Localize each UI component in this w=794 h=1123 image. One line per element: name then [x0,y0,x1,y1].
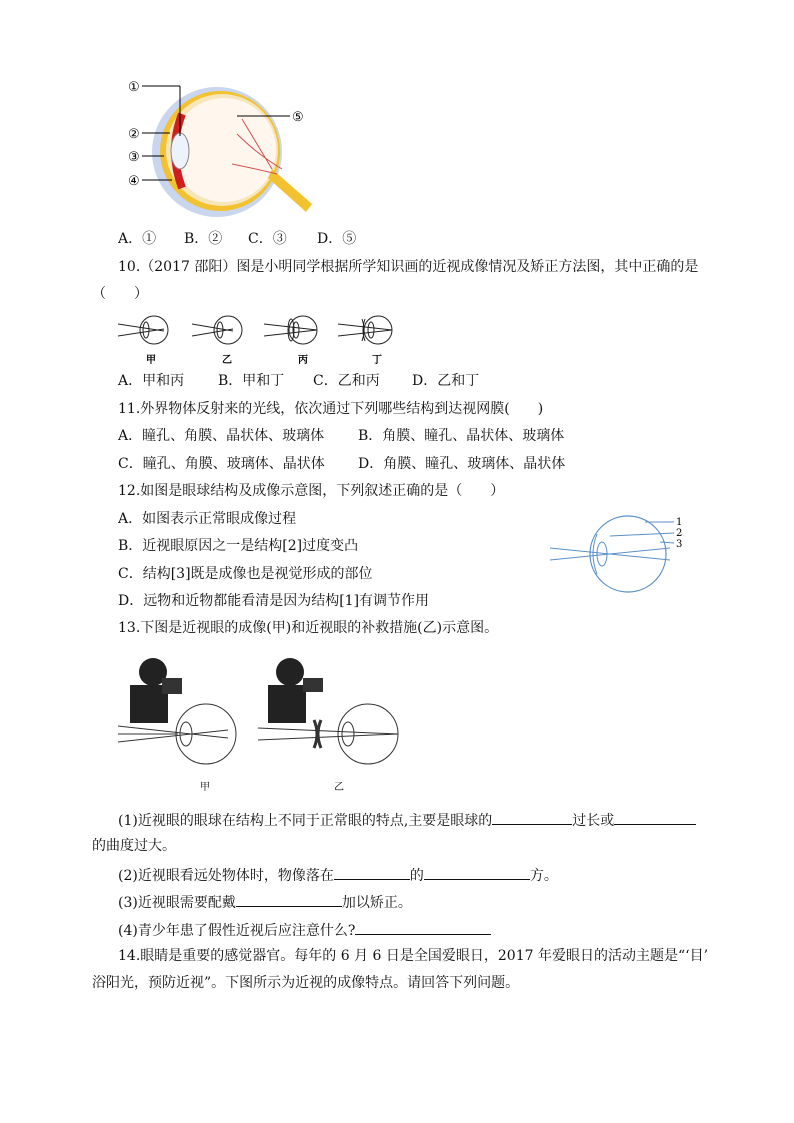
q13-sub2 [118,865,558,885]
q13-sub1-line2: 的曲度过大。 [92,838,176,854]
q9-option-c: C．③ [248,231,287,247]
q13-sub3 [118,892,412,912]
q13-sub4 [118,920,491,940]
q10-fig-label-jia: 甲 [146,355,156,366]
q12-option-d: D．远物和近物都能看清是因为结构[1]有调节作用 [118,593,430,609]
q10-option-a: A．甲和丙 [118,373,185,389]
q10-option-d: D．乙和丁 [412,373,480,389]
q9-option-d: D．⑤ [317,231,357,247]
q12-fig-label-3: 3 [676,539,683,550]
q11-option-d: D．角膜、瞳孔、玻璃体、晶状体 [358,456,566,472]
q12-option-b: B．近视眼原因之一是结构[2]过度变凸 [118,538,359,554]
q12-option-a: A．如图表示正常眼成像过程 [118,511,297,527]
q13-sub1-text-a: (1)近视眼的眼球在结构上不同于正常眼的特点,主要是眼球的 [118,813,493,829]
eye-label-2: ② [128,127,140,142]
q11-option-b: B．角膜、瞳孔、晶状体、玻璃体 [358,428,565,444]
q13-sub3-text-b: 加以矫正。 [341,895,412,911]
q13-myopia-figures [118,650,418,798]
q10-option-b: B．甲和丁 [218,373,285,389]
q13-sub2-blank-1[interactable] [334,865,410,880]
q13-fig-label-yi: 乙 [334,782,344,793]
q11-option-a: A．瞳孔、角膜、晶状体、玻璃体 [118,428,325,444]
eye-label-4: ④ [128,174,140,189]
q13-sub2-text-b: 的 [409,868,424,884]
q10-fig-label-bing: 丙 [298,355,308,366]
q13-sub1-blank-1[interactable] [492,810,572,825]
q9-option-a: A．① [118,231,157,247]
q10-eye-figures [118,311,408,367]
q12-fig-label-1: 1 [676,517,683,528]
q9-option-b: B．② [184,231,223,247]
q13-sub3-blank[interactable] [236,892,342,907]
q12-stem: 12.如图是眼球结构及成像示意图，下列叙述正确的是（ ） [118,483,505,499]
q13-sub2-text-c: 方。 [529,868,558,884]
q14-line2: 浴阳光，预防近视”。下图所示为近视的成像特点。请回答下列问题。 [92,975,520,991]
q13-sub2-text-a: (2)近视眼看远处物体时，物像落在 [118,868,334,884]
q13-sub1-blank-2[interactable] [614,810,696,825]
q13-sub2-blank-2[interactable] [424,865,530,880]
q10-fig-label-ding: 丁 [372,355,382,366]
q10-fig-label-yi: 乙 [222,355,232,366]
q10-stem: 10.（2017 邵阳）图是小明同学根据所学知识画的近视成像情况及矫正方法图，其中正确的是 [118,259,699,275]
q13-stem: 13.下图是近视眼的成像(甲)和近视眼的补救措施(乙)示意图。 [118,620,499,636]
q10-option-c: C．乙和丙 [313,373,380,389]
q12-fig-label-2: 2 [676,528,683,539]
q13-sub3-text-a: (3)近视眼需要配戴 [118,895,236,911]
q13-sub1-line1 [118,810,696,830]
q13-sub4-blank[interactable] [355,920,491,935]
q14-line1: 14.眼睛是重要的感觉器官。每年的 6 月 6 日是全国爱眼日，2017 年爱眼日的活动主题是“‘目’ [118,948,709,964]
q13-sub1-text-b: 过长或 [572,813,615,829]
eye-label-3: ③ [128,150,140,165]
q12-option-c: C．结构[3]既是成像也是视觉形成的部位 [118,566,373,582]
eye-structure-diagram [122,74,322,222]
eye-label-1: ① [128,80,140,95]
q10-paren: （ ） [92,286,148,302]
q11-option-c: C．瞳孔、角膜、玻璃体、晶状体 [118,456,325,472]
eye-label-5: ⑤ [292,110,304,125]
q13-fig-label-jia: 甲 [200,782,210,793]
q12-eye-diagram [550,512,690,594]
q11-stem: 11.外界物体反射来的光线，依次通过下列哪些结构到达视网膜( ) [118,401,544,417]
q13-sub4-text-a: (4)青少年患了假性近视后应注意什么? [118,923,356,939]
